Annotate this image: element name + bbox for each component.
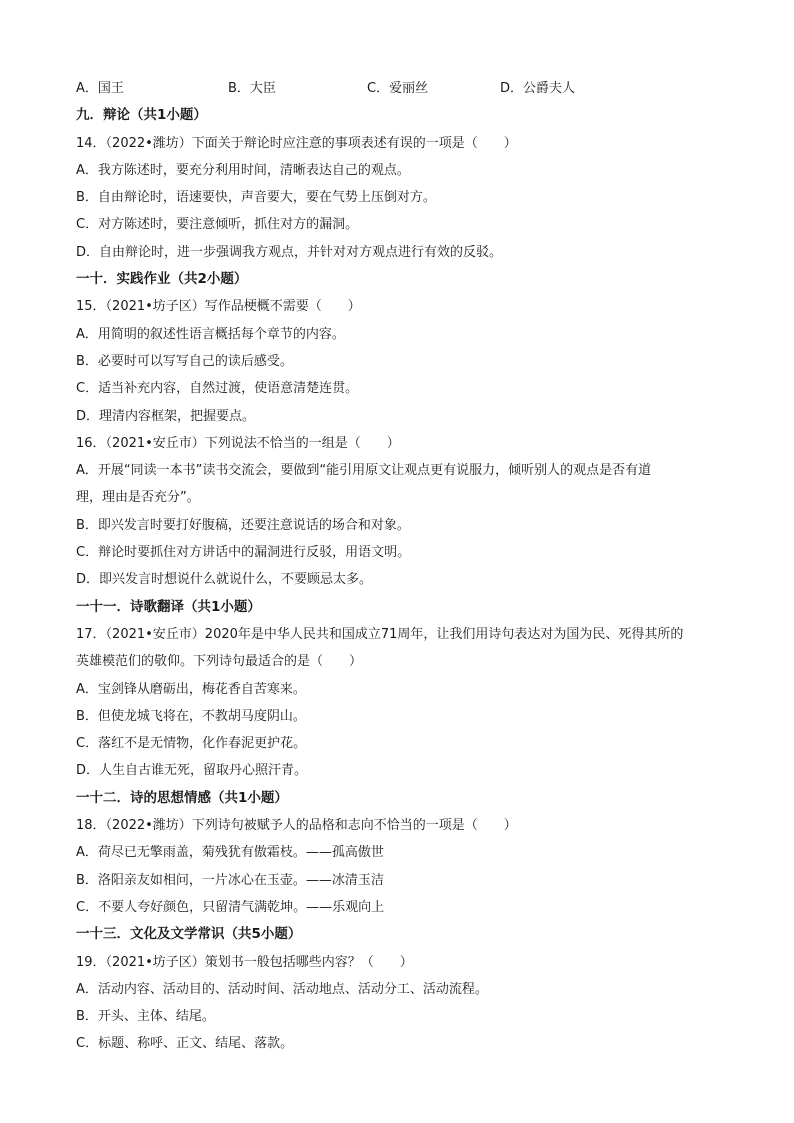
section-title-poem-emotion: 一十二．诗的思想情感（共1小题） (76, 789, 288, 806)
question-14-choice-d: D．自由辩论时，进一步强调我方观点，并针对对方观点进行有效的反驳。 (76, 244, 503, 260)
question-18-choice-c: C．不要人夸好颜色，只留清气满乾坤。——乐观向上 (76, 899, 385, 915)
question-17-choice-b: B．但使龙城飞将在，不教胡马度阴山。 (76, 708, 306, 724)
question-19-choice-c: C．标题、称呼、正文、结尾、落款。 (76, 1036, 294, 1052)
question-14-choice-c: C．对方陈述时，要注意倾听，抓住对方的漏洞。 (76, 217, 359, 233)
question-17-choice-c: C．落红不是无情物，化作春泥更护花。 (76, 736, 307, 752)
question-18-choice-a: A．荷尽已无擎雨盖，菊残犹有傲霜枝。——孤高傲世 (76, 845, 384, 861)
section-title-practice: 一十．实践作业（共2小题） (76, 271, 248, 288)
question-14-stem: 14．（2022•潍坊）下面关于辩论时应注意的事项表述有误的一项是（ ） (76, 135, 517, 151)
question-15-choice-c: C．适当补充内容，自然过渡，使语意清楚连贯。 (76, 381, 359, 397)
q13-option-b: B．大臣 (228, 81, 276, 96)
q13-option-a: A．国王 (76, 81, 124, 96)
question-17-choice-d: D．人生自古谁无死，留取丹心照汗青。 (76, 763, 308, 779)
q13-options-row (76, 75, 726, 102)
question-18-choice-b: B．洛阳亲友如相问，一片冰心在玉壶。——冰清玉洁 (76, 872, 384, 888)
q13-option-d: D．公爵夫人 (500, 81, 576, 96)
question-16-stem: 16．（2021•安丘市）下列说法不恰当的一组是（ ） (76, 435, 400, 451)
section-title-poetry-translation: 一十一．诗歌翻译（共1小题） (76, 598, 261, 615)
question-15-stem: 15．（2021•坊子区）写作品梗概不需要（ ） (76, 299, 361, 315)
question-18-stem: 18．（2022•潍坊）下列诗句被赋予人的品格和志向不恰当的一项是（ ） (76, 818, 517, 834)
question-19-stem: 19．（2021•坊子区）策划书一般包括哪些内容？（ ） (76, 954, 413, 970)
q13-option-c: C．爱丽丝 (367, 81, 429, 96)
question-17-stem-cont: 英雄模范们的敬仰。下列诗句最适合的是（ ） (76, 654, 363, 670)
section-title-culture-literature: 一十三．文化及文学常识（共5小题） (76, 926, 302, 943)
question-19-choice-b: B．开头、主体、结尾。 (76, 1009, 215, 1025)
question-15-choice-d: D．理清内容框架，把握要点。 (76, 408, 256, 424)
question-14-choice-a: A．我方陈述时，要充分利用时间，清晰表达自己的观点。 (76, 162, 410, 178)
question-15-choice-a: A．用简明的叙述性语言概括每个章节的内容。 (76, 326, 345, 342)
question-17-stem: 17．（2021•安丘市）2020年是中华人民共和国成立71周年，让我们用诗句表达对为国为民、死得其所的 (76, 626, 684, 642)
question-16-choice-d: D．即兴发言时想说什么就说什么，不要顾忌太多。 (76, 572, 373, 588)
question-19-choice-a: A．活动内容、活动目的、活动时间、活动地点、活动分工、活动流程。 (76, 981, 488, 997)
question-16-choice-a-cont: 理，理由是否充分”。 (76, 490, 200, 506)
question-17-choice-a: A．宝剑锋从磨砺出，梅花香自苦寒来。 (76, 681, 306, 697)
question-15-choice-b: B．必要时可以写写自己的读后感受。 (76, 353, 293, 369)
section-title-debate: 九．辩论（共1小题） (76, 107, 207, 124)
question-16-choice-a: A．开展“同读一本书”读书交流会，要做到“能引用原文让观点更有说服力，倾听别人的观点是否有道 (76, 463, 652, 479)
question-16-choice-b: B．即兴发言时要打好腹稿，还要注意说话的场合和对象。 (76, 517, 410, 533)
question-14-choice-b: B．自由辩论时，语速要快，声音要大，要在气势上压倒对方。 (76, 190, 436, 206)
question-16-choice-c: C．辩论时要抓住对方讲话中的漏洞进行反驳，用语文明。 (76, 545, 411, 561)
page-content (76, 75, 726, 1058)
